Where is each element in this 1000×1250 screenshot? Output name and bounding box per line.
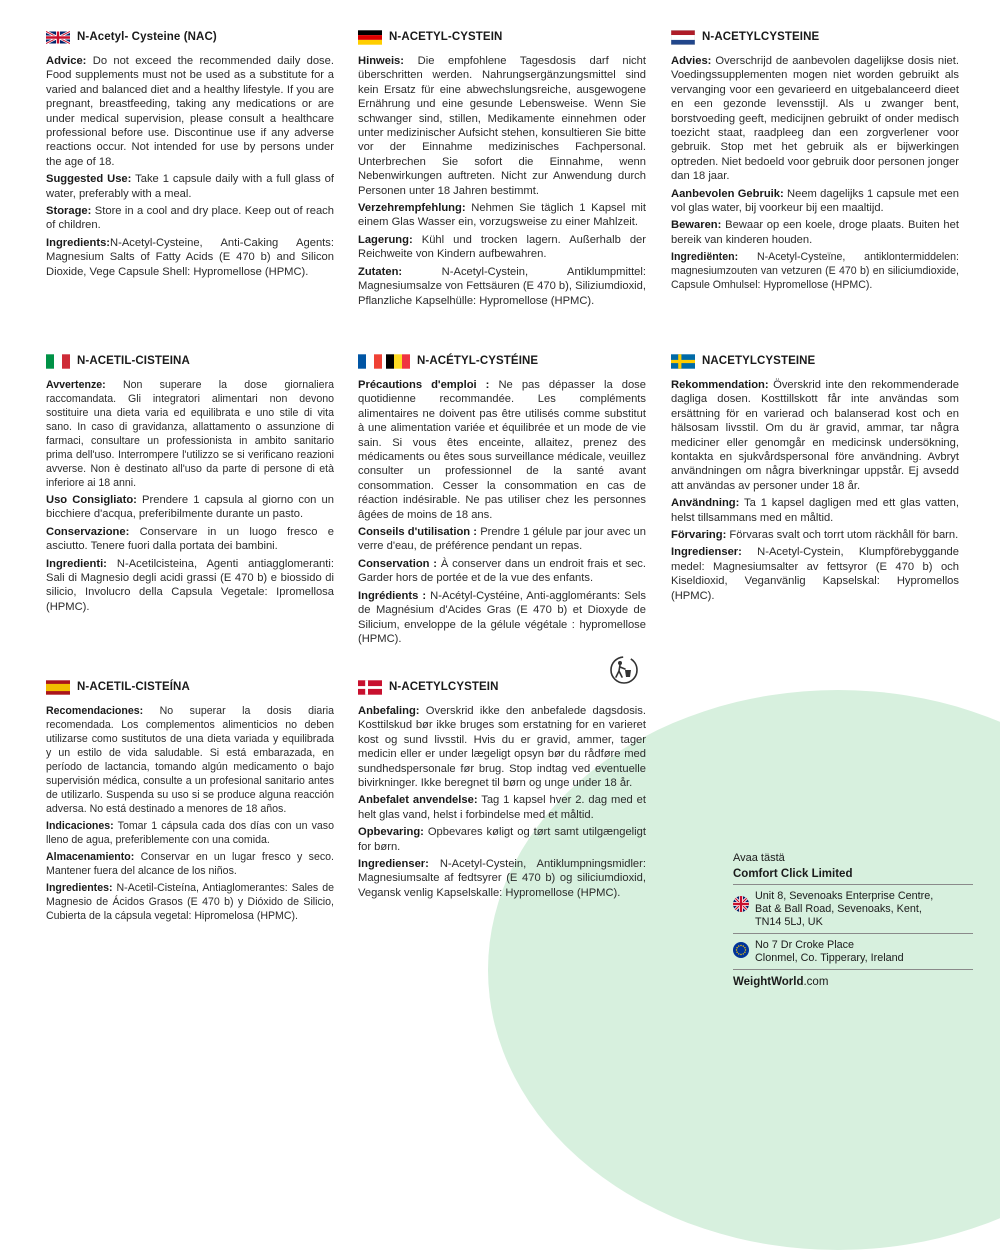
france-flag-icon: [358, 354, 382, 369]
person-bin-recycle-icon: [610, 656, 638, 684]
usage-paragraph: Indicaciones: Tomar 1 cápsula cada dos días con un vaso lleno de agua, preferiblemente con una comida.: [46, 820, 334, 846]
uk-address-line: Bat & Ball Road, Sevenoaks, Kent,: [755, 903, 922, 915]
ingredients-paragraph: Ingrédients : N-Acétyl-Cystéine, Anti-agglomérants: Sels de Magnésium d'Acides Gras (E 470 b) et Dioxyde de Silicium, enveloppe de la gélule végétale : hypromellose (HPMC).: [358, 589, 647, 645]
section-title: N-ACETYLCYSTEINE: [702, 31, 820, 43]
section-title: N-ACETYLCYSTEIN: [389, 681, 499, 693]
section-german: [358, 28, 646, 311]
usage-paragraph: Conseils d'utilisation : Prendre 1 gélule par jour avec un verre d'eau, de préférence pendant un repas.: [358, 526, 646, 553]
uk-address-line: Unit 8, Sevenoaks Enterprise Centre,: [755, 890, 934, 902]
brand-url: [733, 976, 973, 988]
section-title: N-Acetyl- Cysteine (NAC): [77, 31, 217, 43]
open-here-label: Avaa tästä: [733, 852, 785, 864]
advice-paragraph: Rekommendation: Överskrid inte den rekommenderade dagliga dosen. Kosttillskott får inte användas som ersättning för en varierad och balanserad kost och en hälsosam livsstil. Om du är gravid, ammar, tar några mediciner eller genomgår en medicinsk undersökning, kontakta en sjukvårdspersonal före användning. Avbryt användningen om några biverkningar uppstår. Ej avsedd att användas av personer under 18 år.: [671, 379, 959, 492]
section-title: N-ACÉTYL-CYSTÉINE: [417, 355, 539, 367]
ie-address-line: No 7 Dr Croke Place: [755, 939, 855, 951]
germany-flag-icon: [358, 30, 382, 45]
ingredients-paragraph: Ingrediënten: N-Acetyl-Cysteïne, antiklontermiddelen: magnesiumzouten van vetzuren (E 470 b) en siliciumdioxide, Capsule Omhulsel: Hypromellose (HPMC).: [671, 251, 959, 292]
ingredients-paragraph: Zutaten: N-Acetyl-Cystein, Antiklumpmittel: Magnesiumsalze von Fettsäuren (E 470 b), Siliziumdioxid, Pflanzliche Kapselhülle: Hypromellose (HPMC).: [358, 265, 646, 307]
section-header: [358, 28, 646, 46]
company-name: Comfort Click Limited: [733, 868, 973, 885]
section-title: NACETYLCYSTEINE: [702, 355, 816, 367]
advice-paragraph: Recomendaciones: No superar la dosis diaria recomendada. Los complementos alimenticios no deben utilizarse como sustitutos de una dieta variada y equilibrada y un estilo de vida saludable. Si está embarazada, en período de lactancia, tomando algún medicamento o bajo supervisión médica, consulte a un profesional sanitario antes de utilizarlo. Suspenda su uso si se produce alguna reacción adversa. No está destinado a menores de 18 años.: [46, 705, 334, 815]
section-english: [46, 28, 334, 282]
advice-paragraph: Avvertenze: Non superare la dose giornaliera raccomandata. Gli integratori alimentari non devono sostituire una dieta varia ed equilibrata e uno stile di vita sano. In caso di gravidanza, allattamento o assunzione di farmaci, consultare un professionista in ambito sanitario prima dell'uso. Interrompere l'utilizzo se si verificano reazioni avverse. Non è destinato all'uso da parte di persone di età inferiore ai 18 anni.: [46, 379, 334, 489]
brand-suffix: .com: [803, 976, 829, 988]
section-header: [358, 678, 646, 696]
brand-name: WeightWorld: [733, 976, 804, 988]
storage-paragraph: Conservazione: Conservare in un luogo fresco e asciutto. Tenere fuori dalla portata dei bambini.: [46, 525, 334, 553]
uk-address: [733, 885, 973, 934]
advice-paragraph: Hinweis: Die empfohlene Tagesdosis darf nicht überschritten werden. Nahrungsergänzungsmittel sind kein Ersatz für eine abwechslungsreiche, ausgewogene Ernährung und eine gesunde Lebensweise. Wenn Sie schwanger sind, stillen, Medikamente einnehmen oder unter medizinischer Aufsicht stehen, konsultieren Sie bitte vor der Einnahme medizinisches Fachpersonal. Unterbrechen Sie sofort die Einnahme, wenn Nebenwirkungen auftreten. Nicht zur Anwendung durch Personen unter 18 Jahren bestimmt.: [358, 55, 646, 197]
advice-paragraph: Précautions d'emploi : Ne pas dépasser la dose quotidienne recommandée. Les compléments alimentaires ne doivent pas être utilisés comme substitut à une alimentation variée et équilibrée et un mode de vie sain. Si vous êtes enceinte, allaitez, prenez des médicaments ou êtes sous surveillance médicale, veuillez consulter un professionnel de la santé avant consommation. Cesser la consommation en cas de réaction indésirable. Ne pas utiliser chez les personnes âgées de moins de 18 ans.: [358, 379, 647, 521]
section-french: [358, 352, 646, 649]
section-title: N-ACETIL-CISTEINA: [77, 355, 190, 367]
eu-flag-circle-icon: [733, 942, 749, 958]
ie-address-line: Clonmel, Co. Tipperary, Ireland: [755, 952, 904, 964]
storage-paragraph: Almacenamiento: Conservar en un lugar fresco y seco. Mantener fuera del alcance de los niños.: [46, 851, 334, 877]
ingredients-paragraph: Ingredienser: N-Acetyl-Cystein, Antiklumpningsmidler: Magnesiumsalte af fedtsyrer (E 470 b) og siliciumdioxid, Vegansk venlig Kapselskalle: Hypromellose (HPMC).: [358, 858, 646, 899]
section-header: [358, 352, 646, 370]
section-header: [46, 28, 334, 46]
section-header: [46, 678, 334, 696]
section-swedish: [671, 352, 959, 606]
advice-paragraph: Advies: Overschrijd de aanbevolen dagelijkse dosis niet. Voedingssupplementen mogen niet worden gebruikt als vervanging voor een gevarieerd en uitgebalanceerd dieet en een gezonde levensstijl. Als u zwanger bent, borstvoeding geeft, medicijnen gebruikt of onder medisch toezicht staat, raadpleeg dan een zorgverlener voor gebruik. Stop met het gebruik als er bijwerkingen optreden. Niet bedoeld voor gebruik door personen jonger dan 18 jaar.: [671, 55, 959, 183]
storage-paragraph: Opbevaring: Opbevares køligt og tørt samt utilgængeligt for børn.: [358, 826, 646, 853]
ingredients-paragraph: Ingredients:N-Acetyl-Cysteine, Anti-Caking Agents: Magnesium Salts of Fatty Acids (E 470 b) and Silicon Dioxide, Vege Capsule Shell: Hypromellose (HPMC).: [46, 236, 334, 278]
sweden-flag-icon: [671, 354, 695, 369]
section-header: [671, 352, 959, 370]
section-dutch: [671, 28, 959, 295]
company-info: [733, 852, 973, 988]
section-spanish: [46, 678, 334, 926]
section-header: [46, 352, 334, 370]
usage-paragraph: Uso Consigliato: Prendere 1 capsula al giorno con un bicchiere d'acqua, preferibilmente durante un pasto.: [46, 494, 334, 521]
uk-flag-circle-icon: [733, 896, 749, 912]
storage-paragraph: Storage: Store in a cool and dry place. Keep out of reach of children.: [46, 205, 334, 232]
section-title: N-ACETYL-CYSTEIN: [389, 31, 503, 43]
advice-paragraph: Advice: Do not exceed the recommended daily dose. Food supplements must not be used as a substitute for a varied and balanced diet and a healthy lifestyle. If you are pregnant, breastfeeding, taking any medications or are under medical supervision, please consult a healthcare professional before use. Discontinue use if any adverse reactions occur. Not intended for use by persons under the age of 18.: [46, 55, 334, 168]
ie-address: [733, 934, 973, 970]
section-italian: [46, 352, 334, 617]
spain-flag-icon: [46, 680, 70, 695]
advice-paragraph: Anbefaling: Overskrid ikke den anbefalede dagsdosis. Kosttilskud bør ikke bruges som erstatning for en varieret kost og sund livsstil. Hvis du er gravid, ammer, tager medicin eller er under lægeligt opsyn bør du rådføre med sundhedspersonale før brug. Stop indtag ved eventuelle bivirkninger. Ikke beregnet til børn og unge under 18 år.: [358, 705, 646, 790]
denmark-flag-icon: [358, 680, 382, 695]
storage-paragraph: Lagerung: Kühl und trocken lagern. Außerhalb der Reichweite von Kindern aufbewahren.: [358, 233, 646, 261]
usage-paragraph: Suggested Use: Take 1 capsule daily with a full glass of water, preferably with a meal.: [46, 173, 335, 200]
ingredients-paragraph: Ingredienti: N-Acetilcisteina, Agenti antiagglomeranti: Sali di Magnesio degli acidi grassi (E 470 b) e biossido di silicio, Involucro della Capsula Vegetale: Ipromellosa (HPMC).: [46, 557, 334, 613]
ingredients-paragraph: Ingredientes: N-Acetil-Cisteína, Antiaglomerantes: Sales de Magnesio de Ácidos Grasos (E 470 b) y Dióxido de Silicio, Cubierta de la cápsula vegetal: Hipromelosa (HPMC).: [46, 882, 334, 922]
usage-paragraph: Aanbevolen Gebruik: Neem dagelijks 1 capsule met een vol glas water, bij voorkeur bij een maaltijd.: [671, 187, 959, 215]
usage-paragraph: Användning: Ta 1 kapsel dagligen med ett glas vatten, helst tillsammans med en måltid.: [671, 497, 959, 524]
section-danish: [358, 678, 646, 903]
usage-paragraph: Anbefalet anvendelse: Tag 1 kapsel hver 2. dag med et helt glas vand, helst i forbindelse med et måltid.: [358, 794, 646, 821]
storage-paragraph: Bewaren: Bewaar op een koele, droge plaats. Buiten het bereik van kinderen houden.: [671, 219, 959, 246]
section-title: N-ACETIL-CISTEÍNA: [77, 681, 190, 693]
storage-paragraph: Förvaring: Förvaras svalt och torrt utom räckhåll för barn.: [671, 529, 959, 542]
belgium-flag-icon: [386, 354, 410, 369]
uk-flag-icon: [46, 30, 70, 45]
usage-paragraph: Verzehrempfehlung: Nehmen Sie täglich 1 Kapsel mit einem Glas Wasser ein, vorzugsweise zu einer Mahlzeit.: [358, 202, 646, 229]
storage-paragraph: Conservation : À conserver dans un endroit frais et sec. Garder hors de portée et de la vue des enfants.: [358, 557, 646, 585]
section-header: [671, 28, 959, 46]
netherlands-flag-icon: [671, 30, 695, 45]
ingredients-paragraph: Ingredienser: N-Acetyl-Cystein, Klumpförebyggande medel: Magnesiumsalter av fettsyror (E 470 b) och Kiseldioxid, Veganvänlig Kapselskal: Hypromellos (HPMC).: [671, 546, 959, 602]
uk-address-line: TN14 5LJ, UK: [755, 916, 823, 928]
italy-flag-icon: [46, 354, 70, 369]
